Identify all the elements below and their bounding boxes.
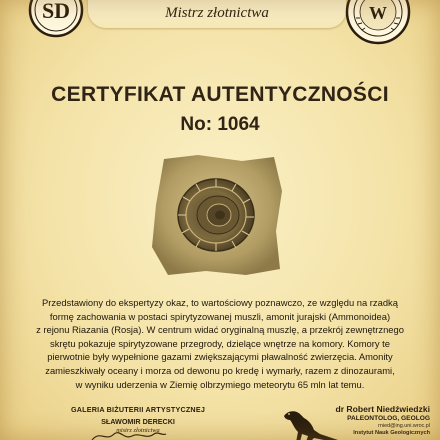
university-seal-text: W xyxy=(369,3,387,23)
jeweler-title: mistrz złotnictwa xyxy=(116,427,160,434)
ammonite-shell-icon xyxy=(178,179,254,251)
author-email: rnied@ing.uni.wroc.pl xyxy=(378,423,430,429)
certificate-title: CERTYFIKAT AUTENTYCZNOŚCI xyxy=(51,83,389,106)
description-line: skrętu pokazuje spirytyzowane przegrody, dzielące wnętrze na komory. Komory te xyxy=(50,337,390,349)
ammonite-photo xyxy=(146,151,286,279)
author-name: dr Robert Niedźwiedzki xyxy=(335,404,430,414)
jeweler-name: SŁAWOMIR DERECKI xyxy=(101,417,175,426)
paleontologist-block xyxy=(300,404,430,436)
description-line: zamieszkiwały oceany i morza od dewonu po kredę i wymarły, razem z dinozaurami, xyxy=(45,364,395,376)
jeweler-signature xyxy=(88,428,170,440)
description-line: z rejonu Riazania (Rosja). W centrum widać oryginalną muszlę, a przekrój zewnętrznego xyxy=(36,324,404,336)
author-institute: Instytut Nauk Geologicznych xyxy=(353,430,430,436)
description-text xyxy=(14,296,426,391)
sd-seal-logo xyxy=(28,0,84,38)
certificate-number: No: 1064 xyxy=(180,114,260,135)
header-ribbon xyxy=(88,0,346,28)
author-title: PALEONTOLOG, GEOLOG xyxy=(347,415,430,422)
sd-seal-text: SD xyxy=(41,0,71,23)
description-line: w wyniku uderzenia w Ziemię olbrzymiego meteorytu 65 mln lat temu. xyxy=(75,378,365,390)
gallery-name: GALERIA BIŻUTERII ARTYSTYCZNEJ xyxy=(70,405,206,414)
description-line: Przedstawiony do ekspertyzy okaz, to wartościowy poznawczo, ze względu na rzadką xyxy=(42,297,398,308)
description-line: formę zachowania w postaci spirytyzowanej muszli, amonit jurajski (Ammonoidea) xyxy=(49,310,391,322)
ribbon-text: Mistrz złotnictwa xyxy=(165,5,269,21)
description-line: pierwotnie były wypełnione gazami zwiększającymi pławalność zwierzęcia. Amonity xyxy=(47,351,393,363)
university-seal-logo xyxy=(344,0,412,46)
